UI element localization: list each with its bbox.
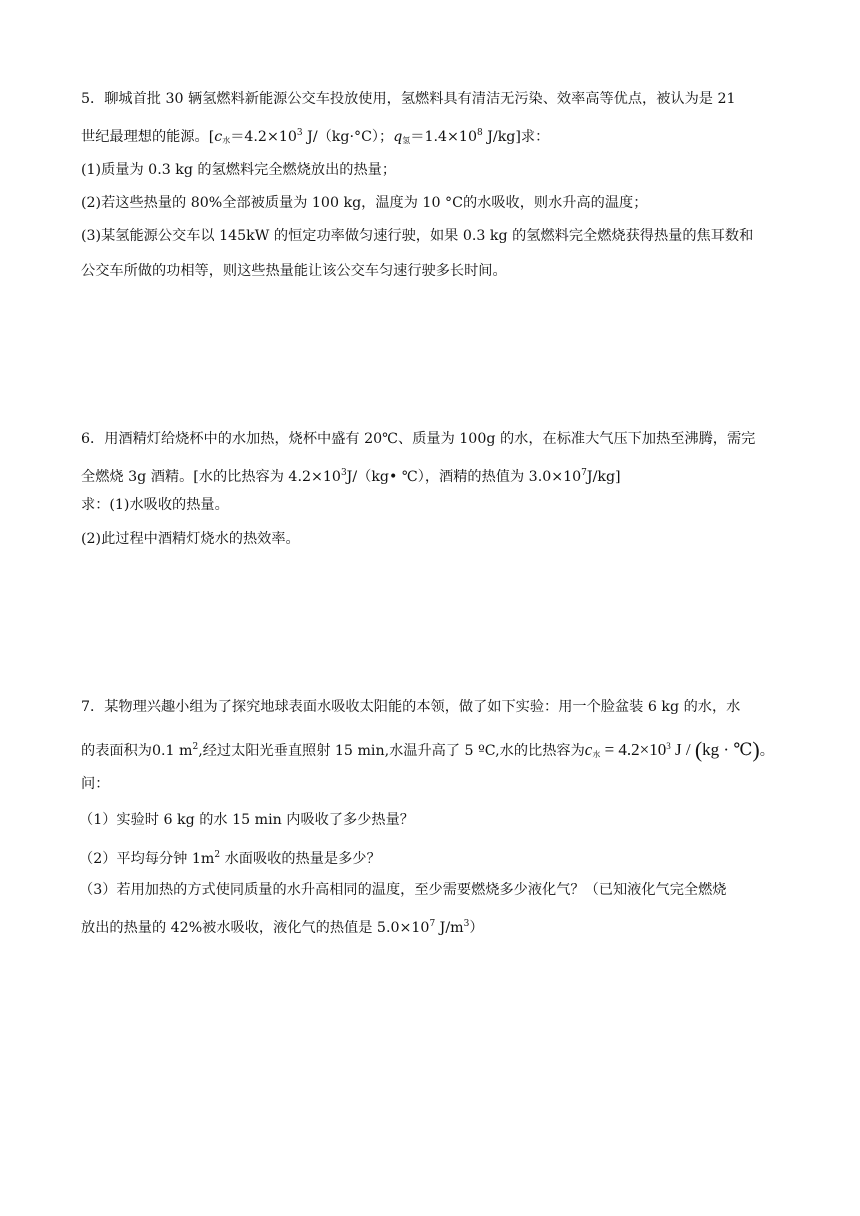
q7-part-2-text-b: 水面吸收的热量是多少？ [220, 851, 381, 867]
q7-part-3-text-2c: ） [469, 920, 484, 936]
q7-part-2 [79, 845, 381, 869]
exponent: 3 [666, 741, 671, 751]
q7-part-3-text-2b: J/m [435, 920, 464, 936]
q5-line-2 [81, 123, 549, 151]
formula-unit-b: kg · ℃ [702, 740, 753, 759]
q5-part-3-text-2: 公交车所做的功相等，则这些热量能让该公交车匀速行驶多长时间。 [81, 263, 507, 279]
q6-line-2 [81, 463, 621, 487]
q6-part-1 [81, 495, 229, 515]
symbol-c: c [584, 740, 593, 759]
q7-text-2c: 。 [759, 743, 774, 759]
q6-text-2b: J/（kg• ℃），酒精的热值为 3.0×10 [346, 469, 582, 485]
q5-part-3-line-2 [81, 261, 507, 281]
q7-part-2-text-a: （2）平均每分钟 1m [79, 851, 215, 867]
right-paren: ) [752, 737, 760, 762]
q7-text-2a: 的表面积为0.1 m [81, 743, 193, 759]
q6-text-1: 6．用酒精灯给烧杯中的水加热，烧杯中盛有 20℃、质量为 100g 的水，在标准大气压下加热至沸腾，需完 [81, 431, 756, 447]
q7-part-3-text-2a: 放出的热量的 42%被水吸收，液化气的热值是 5.0×10 [81, 920, 430, 936]
q5-part-3-text-1: (3)某氢能源公交车以 145kW 的恒定功率做匀速行驶，如果 0.3 kg 的氢燃料完全燃烧获得热量的焦耳数和 [81, 228, 754, 244]
q5-text-2b: ＝4.2×10 [230, 129, 297, 145]
q5-part-3-line-1 [81, 226, 753, 246]
subscript-hydrogen: 氢 [402, 136, 411, 145]
exponent: 3 [340, 468, 347, 478]
exponent: 7 [581, 468, 587, 478]
q7-text-1: 7．某物理兴趣小组为了探究地球表面水吸收太阳能的本领，做了如下实验：用一个脸盆装 6 kg 的水，水 [81, 699, 741, 715]
q5-text-1: 5．聊城首批 30 辆氢燃料新能源公交车投放使用，氢燃料具有清洁无污染、效率高等优点，被认为是 21 [81, 91, 736, 107]
exponent: 3 [296, 128, 303, 138]
q5-part-1-text: (1)质量为 0.3 kg 的氢燃料完全燃烧放出的热量； [81, 162, 397, 178]
q5-text-2a: 世纪最理想的能源。[ [81, 129, 215, 145]
q6-part-1-text: 求：(1)水吸收的热量。 [81, 497, 229, 513]
formula-unit-a: J / [670, 740, 695, 759]
q7-part-1 [79, 810, 414, 830]
q5-text-2d: ＝1.4×10 [410, 129, 477, 145]
q6-part-2 [81, 529, 300, 549]
q6-text-2a: 全燃烧 3g 酒精。[水的比热容为 4.2×10 [81, 469, 341, 485]
q6-text-2c: J/kg] [586, 469, 621, 485]
exponent: 2 [192, 742, 199, 752]
specific-heat-formula [584, 737, 760, 762]
q5-part-1 [81, 160, 396, 180]
q7-ask [81, 774, 109, 794]
exponent: 2 [214, 850, 221, 860]
subscript-water: 水 [592, 750, 601, 759]
q7-part-3-line-2 [81, 914, 484, 938]
q7-line-1 [81, 697, 740, 717]
formula-value: = 4.2×10 [600, 740, 667, 759]
subscript-water: 水 [222, 136, 231, 145]
q6-part-2-text: (2)此过程中酒精灯烧水的热效率。 [81, 531, 300, 547]
q7-part-3-text-1: （3）若用加热的方式使同质量的水升高相同的温度，至少需要燃烧多少液化气？（已知液化气完全燃烧 [79, 882, 727, 898]
exponent: 7 [429, 919, 436, 929]
q7-text-2b: ,经过太阳光垂直照射 15 min,水温升高了 5 ºC,水的比热容为 [198, 743, 585, 759]
exponent: 3 [463, 919, 470, 929]
q6-line-1 [81, 429, 755, 449]
exponent: 8 [477, 128, 483, 138]
q7-line-2 [81, 736, 774, 765]
q5-text-2e: J/kg]求： [482, 129, 550, 145]
q7-part-3-line-1 [79, 880, 726, 900]
q5-text-2c: J/（kg·°C）； [302, 129, 394, 145]
symbol-q: q [393, 129, 403, 145]
symbol-c: c [214, 129, 223, 145]
q7-ask-text: 问： [81, 776, 110, 792]
left-paren: ( [694, 737, 703, 762]
q5-line-1 [81, 89, 736, 109]
q5-part-2-text: (2)若这些热量的 80%全部被质量为 100 kg，温度为 10 °C的水吸收，则水升高的温度； [81, 195, 648, 211]
q5-part-2 [81, 193, 647, 213]
q7-part-1-text: （1）实验时 6 kg 的水 15 min 内吸收了多少热量？ [79, 812, 414, 828]
